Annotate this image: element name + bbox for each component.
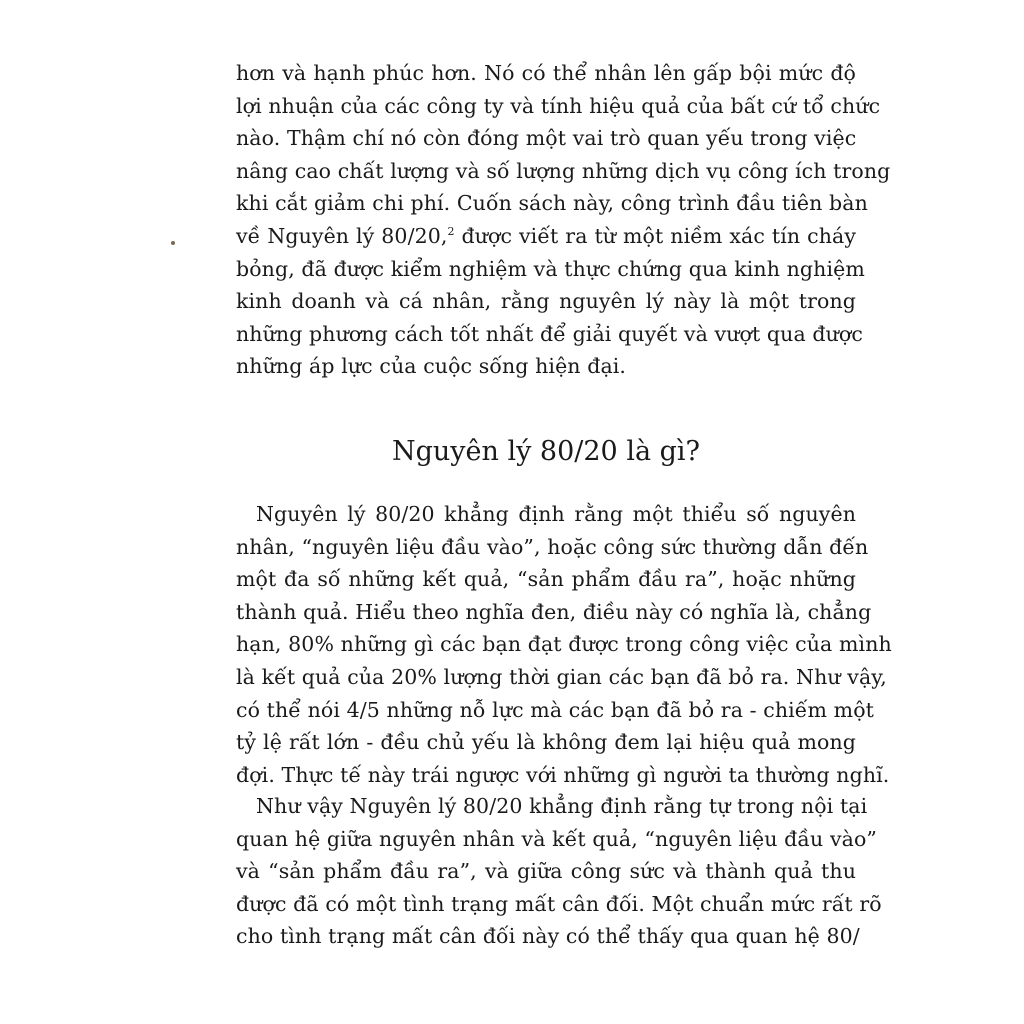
paragraph-1 — [236, 498, 892, 791]
intro-line-6-end: được viết ra từ một niềm xác tín cháy — [454, 223, 856, 248]
para2-line-2: quan hệ giữa nguyên nhân và kết quả, “nguyên liệu đầu vào” — [236, 826, 877, 851]
section-heading: Nguyên lý 80/20 là gì? — [391, 436, 701, 467]
para2-line-1: Như vậy Nguyên lý 80/20 khẳng định rằng tự trong nội tại — [256, 794, 868, 818]
para1-line-5: hạn, 80% những gì các bạn đạt được trong công việc của mình — [236, 632, 892, 657]
footnote-marker: 2 — [447, 225, 455, 239]
para2-line-4: được đã có một tình trạng mất cân đối. Một chuẩn mức rất rõ — [236, 891, 882, 916]
intro-line-10: những áp lực của cuộc sống hiện đại. — [236, 354, 627, 379]
intro-line-9: những phương cách tốt nhất để giải quyết và vượt qua được — [236, 321, 863, 346]
para1-line-6: là kết quả của 20% lượng thời gian các bạn đã bỏ ra. Như vậy, — [236, 664, 887, 689]
para1-line-9: đợi. Thực tế này trái ngược với những gì người ta thường nghĩ. — [236, 762, 890, 787]
intro-line-2: lợi nhuận của các công ty và tính hiệu quả của bất cứ tổ chức — [236, 93, 881, 118]
paper-speck — [171, 241, 175, 245]
para1-line-4: thành quả. Hiểu theo nghĩa đen, điều này có nghĩa là, chẳng — [236, 599, 872, 624]
intro-line-8: kinh doanh và cá nhân, rằng nguyên lý này là một trong — [236, 289, 856, 314]
intro-line-6-start: về Nguyên lý 80/20, — [236, 223, 448, 248]
intro-line-6 — [236, 220, 856, 253]
intro-line-3: nào. Thậm chí nó còn đóng một vai trò quan yếu trong việc — [236, 126, 857, 151]
para1-line-7: có thể nói 4/5 những nỗ lực mà các bạn đã bỏ ra - chiếm một — [236, 697, 874, 722]
para1-line-1: Nguyên lý 80/20 khẳng định rằng một thiểu số nguyên — [256, 502, 856, 526]
para2-line-5: cho tình trạng mất cân đối này có thể thấy qua quan hệ 80/ — [236, 924, 860, 949]
para1-line-2: nhân, “nguyên liệu đầu vào”, hoặc công sức thường dẫn đến — [236, 534, 869, 559]
intro-line-7: bỏng, đã được kiểm nghiệm và thực chứng qua kinh nghiệm — [236, 256, 865, 281]
intro-paragraph — [236, 57, 891, 383]
paragraph-2 — [236, 790, 882, 953]
para1-line-8: tỷ lệ rất lớn - đều chủ yếu là không đem lại hiệu quả mong — [236, 730, 856, 755]
intro-line-5: khi cắt giảm chi phí. Cuốn sách này, công trình đầu tiên bàn — [236, 191, 868, 216]
intro-line-4: nâng cao chất lượng và số lượng những dịch vụ công ích trong — [236, 158, 891, 183]
intro-line-1: hơn và hạnh phúc hơn. Nó có thể nhân lên gấp bội mức độ — [236, 61, 856, 85]
para2-line-3: và “sản phẩm đầu ra”, và giữa công sức và thành quả thu — [236, 859, 856, 884]
para1-line-3: một đa số những kết quả, “sản phẩm đầu ra”, hoặc những — [236, 567, 856, 592]
